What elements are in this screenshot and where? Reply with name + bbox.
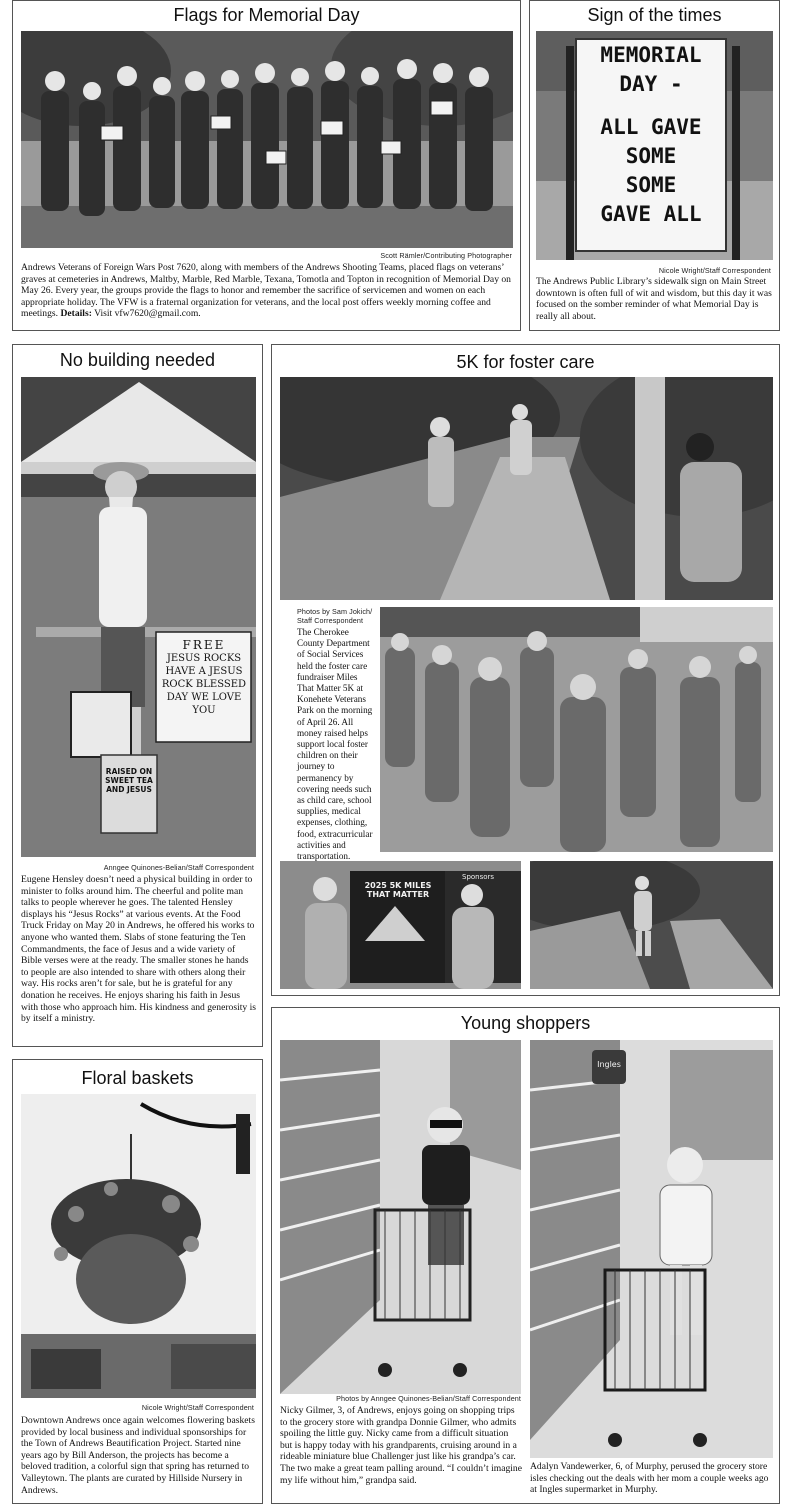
story-shoppers [271, 1007, 780, 1504]
photo-credit: Nicole Wright/Staff Correspondent [141, 1403, 254, 1412]
story-caption: Adalyn Vandewerker, 6, of Murphy, perused the grocery store isles checking out the deals with her mom a couple weeks ago at Ingles supermarket in Murphy. [530, 1461, 769, 1496]
photo-credit: Scott Rämler/Contributing Photographer [380, 251, 512, 260]
banner-title: 2025 5K MILES THAT MATTER [364, 881, 432, 899]
sign-line: MEMORIAL [600, 43, 702, 67]
story-caption [21, 262, 516, 320]
photo-credit: Anngee Quinones-Belian/Staff Correspondent [103, 863, 254, 872]
story-caption: Downtown Andrews once again welcomes flowering baskets provided by local business and individual sponsorships for the Town of Andrews Beautification Project. Started nine years ago by Bill Anderson, the projects has become a beloved tradition, a colorful sign that spring has returned to Valleytown. The plants are curated by Hillside Nursery in Andrews. [21, 1415, 255, 1496]
photo-credit: Nicole Wright/Staff Correspondent [658, 266, 771, 275]
adalyn-photo-art [530, 1040, 773, 1458]
adalyn-photo [530, 1040, 773, 1458]
hensley-photo [21, 377, 256, 857]
library-sign-photo [536, 31, 773, 260]
story-fivek [271, 344, 780, 996]
bridge-runner-photo [530, 861, 773, 989]
store-sign-text: Ingles [597, 1060, 621, 1069]
photo-credit-line: Photos by Sam Jokich/ [297, 607, 373, 616]
photo-credit: Photos by Anngee Quinones-Belian/Staff Correspondent [336, 1394, 521, 1403]
story-title: 5K for foster care [456, 352, 595, 372]
story-caption: Nicky Gilmer, 3, of Andrews, enjoys going on shopping trips to the grocery store with grandpa Donnie Gilmer, who admits spoiling the little guy. Nicky came from a difficult situation but is happy today with his grandparents, cruising around in a rideable miniature blue Challenger just like his grandpa’s car. The two make a great team palling around. “I couldn’t imagine my life without him,” grandpa said. [280, 1405, 522, 1486]
walkers-photo-art [380, 607, 773, 852]
nicky-photo [280, 1040, 521, 1394]
flags-group-photo [21, 31, 513, 248]
crate-sign [105, 767, 153, 794]
floral-basket-photo-art [21, 1094, 256, 1398]
sign-line: ALL GAVE [600, 115, 702, 139]
story-title: Young shoppers [460, 1013, 591, 1033]
bridge-runners-photo [280, 377, 773, 600]
nicky-photo-art [280, 1040, 521, 1394]
sign-message-text: JESUS ROCKS HAVE A JESUS ROCK BLESSED DAY WE LOVE YOU [161, 653, 247, 716]
story-caption: The Cherokee County Department of Social Services held the foster care fundraiser Miles That Matter 5K at Konehete Veterans Park on the morning of April 26. All money raised helps support local foster children on their journey to permanency by covering needs such as child care, school supplies, medical expenses, clothing, food, extracurricular activities and transportation. [297, 627, 373, 862]
sign-free-text: FREE [182, 638, 226, 652]
story-title: Sign of the times [587, 5, 722, 25]
floral-basket-photo [21, 1094, 256, 1398]
story-caption: Eugene Hensley doesn’t need a physical building in order to minister to folks around him. The cheerful and polite man talks to people wherever he goes. The talented Hensley displays his “Jesus Rocks” at various events. At the Food Truck Friday on May 20 in Andrews, he offered his works to anyone who wanted them. Slabs of stone featuring the Ten Commandments, the face of Jesus and a wide variety of Bible verses were at the ready. The smaller stones he hands to people are also intended to share with others along their way. His rocks aren’t for sale, but he is grateful for any donation he receives. He enjoys sharing his faith in Jesus with those who approach him. His kindness and generosity is by itself a ministry. [21, 874, 257, 1025]
story-building [12, 344, 263, 1047]
free-rocks-sign [158, 639, 250, 717]
banner-photo [280, 861, 521, 989]
story-flags [12, 0, 521, 331]
bridge-runner-photo-art [530, 861, 773, 989]
details-text: Visit vfw7620@gmail.com. [94, 308, 201, 320]
story-title: Flags for Memorial Day [173, 5, 360, 25]
bridge-runners-photo-art [280, 377, 773, 600]
sign-line: SOME [625, 144, 677, 168]
sign-line: DAY - [619, 72, 683, 96]
walkers-photo [380, 607, 773, 852]
photo-credit-line: Staff Correspondent [297, 616, 364, 625]
sign-line: SOME [625, 173, 677, 197]
sign-lettering [576, 41, 726, 251]
sign-line: GAVE ALL [600, 202, 702, 226]
flags-group-photo-art [21, 31, 513, 248]
story-title: No building needed [59, 350, 216, 370]
caption-text: Andrews Veterans of Foreign Wars Post 7620, along with members of the Andrews Shooting Teams, placed flags on veterans’ graves at cemeteries in Andrews, Maltby, Marble, Red Marble, Texana, Tomotla and Topton in recognition of Memorial Day on May 26. Every year, the groups provide the flags to honor and remember the sacrifice of servicemen and women on each appropriate holiday. The VFW is a fraternal organization for veterans, and the local post offers weekly morning coffee and meetings. [21, 262, 511, 320]
story-floral [12, 1059, 263, 1504]
story-caption: The Andrews Public Library’s sidewalk sign on Main Street downtown is often full of wit and wisdom, but this day it was focused on the somber reminder of what Memorial Day is really all about. [536, 276, 772, 322]
story-sign [529, 0, 780, 331]
details-label: Details: [60, 308, 92, 320]
story-title: Floral baskets [81, 1068, 194, 1088]
sponsor-banner-text: Sponsors [462, 873, 495, 881]
crate-sign-text: RAISED ON SWEET TEA AND JESUS [105, 767, 153, 794]
